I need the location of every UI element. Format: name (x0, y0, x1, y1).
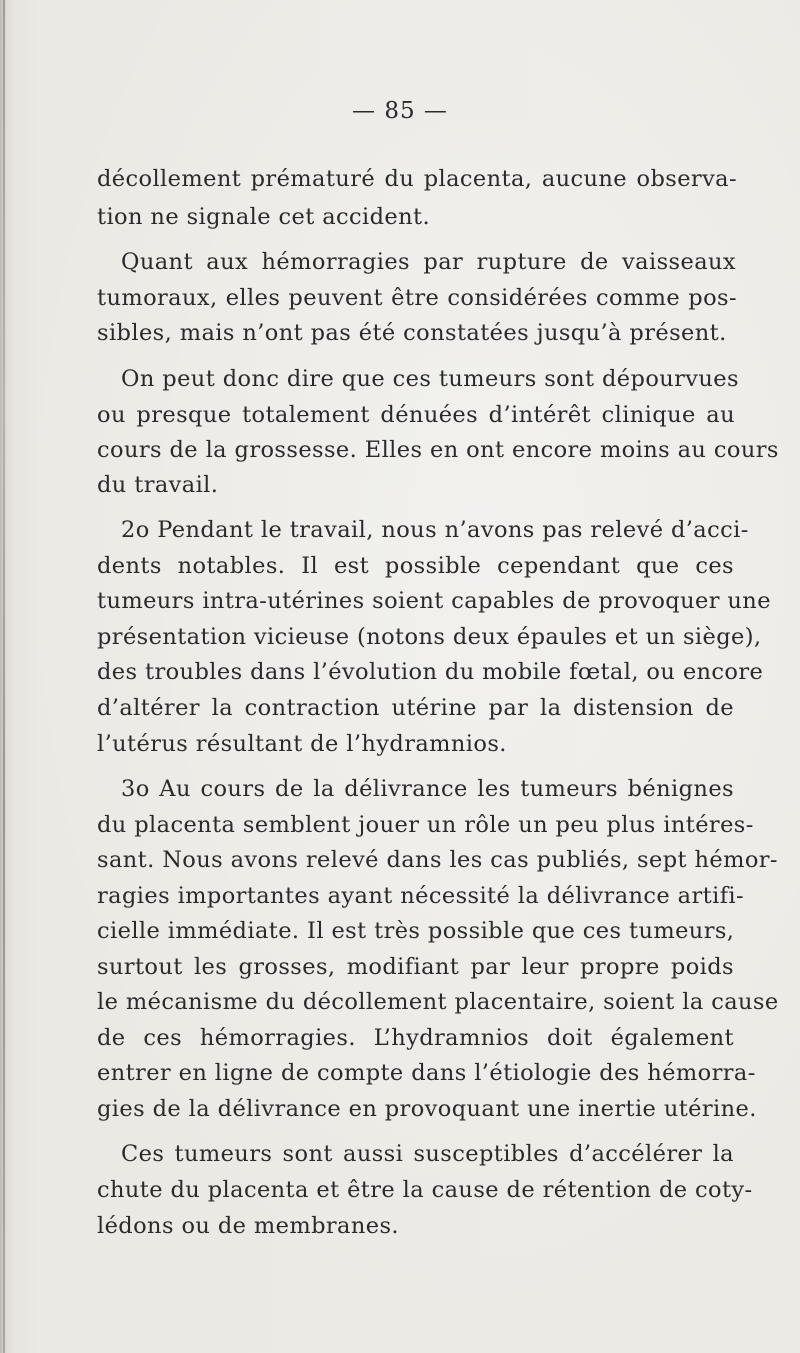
text-line: Ces tumeurs sont aussi susceptibles d’accélérer la (121, 1141, 734, 1167)
text-line: surtout les grosses, modifiant par leur propre poids (97, 954, 734, 980)
text-line: l’utérus résultant de l’hydramnios. (97, 731, 507, 757)
text-line: tumeurs intra-utérines soient capables de provoquer une (97, 588, 771, 614)
text-line: On peut donc dire que ces tumeurs sont dépourvues (121, 366, 739, 392)
text-line: le mécanisme du décollement placentaire, soient la cause (97, 989, 779, 1015)
text-line: du travail. (97, 472, 219, 498)
text-line: Quant aux hémorragies par rupture de vaisseaux (121, 249, 736, 275)
text-line: 2o Pendant le travail, nous n’avons pas relevé d’acci- (121, 517, 749, 543)
text-line: cours de la grossesse. Elles en ont encore moins au cours (97, 437, 779, 463)
text-line: d’altérer la contraction utérine par la distension de (97, 695, 734, 721)
page-number: — 85 — (352, 98, 448, 124)
text-line: décollement prématuré du placenta, aucune observa- (97, 166, 737, 192)
text-line: sibles, mais n’ont pas été constatées jusqu’à présent. (97, 320, 727, 346)
text-line: cielle immédiate. Il est très possible que ces tumeurs, (97, 918, 735, 944)
text-line: dents notables. Il est possible cependant que ces (97, 553, 734, 579)
text-line: ragies importantes ayant nécessité la délivrance artifi- (97, 883, 745, 909)
text-line: tion ne signale cet accident. (97, 204, 431, 230)
text-line: ou presque totalement dénuées d’intérêt clinique au (97, 402, 735, 428)
binding-edge (3, 0, 5, 1353)
text-line: tumoraux, elles peuvent être considérées comme pos- (97, 285, 737, 311)
text-line: de ces hémorragies. L’hydramnios doit également (97, 1025, 734, 1051)
text-line: chute du placenta et être la cause de rétention de coty- (97, 1177, 753, 1203)
text-line: du placenta semblent jouer un rôle un peu plus intéres- (97, 812, 754, 838)
text-line: gies de la délivrance en provoquant une inertie utérine. (97, 1096, 757, 1122)
text-line: des troubles dans l’évolution du mobile fœtal, ou encore (97, 659, 764, 685)
text-line: lédons ou de membranes. (97, 1213, 399, 1239)
text-line: entrer en ligne de compte dans l’étiologie des hémorra- (97, 1060, 756, 1086)
text-line: présentation vicieuse (notons deux épaules et un siège), (97, 624, 762, 650)
text-line: 3o Au cours de la délivrance les tumeurs bénignes (121, 776, 734, 802)
text-line: sant. Nous avons relevé dans les cas publiés, sept hémor- (97, 847, 778, 873)
